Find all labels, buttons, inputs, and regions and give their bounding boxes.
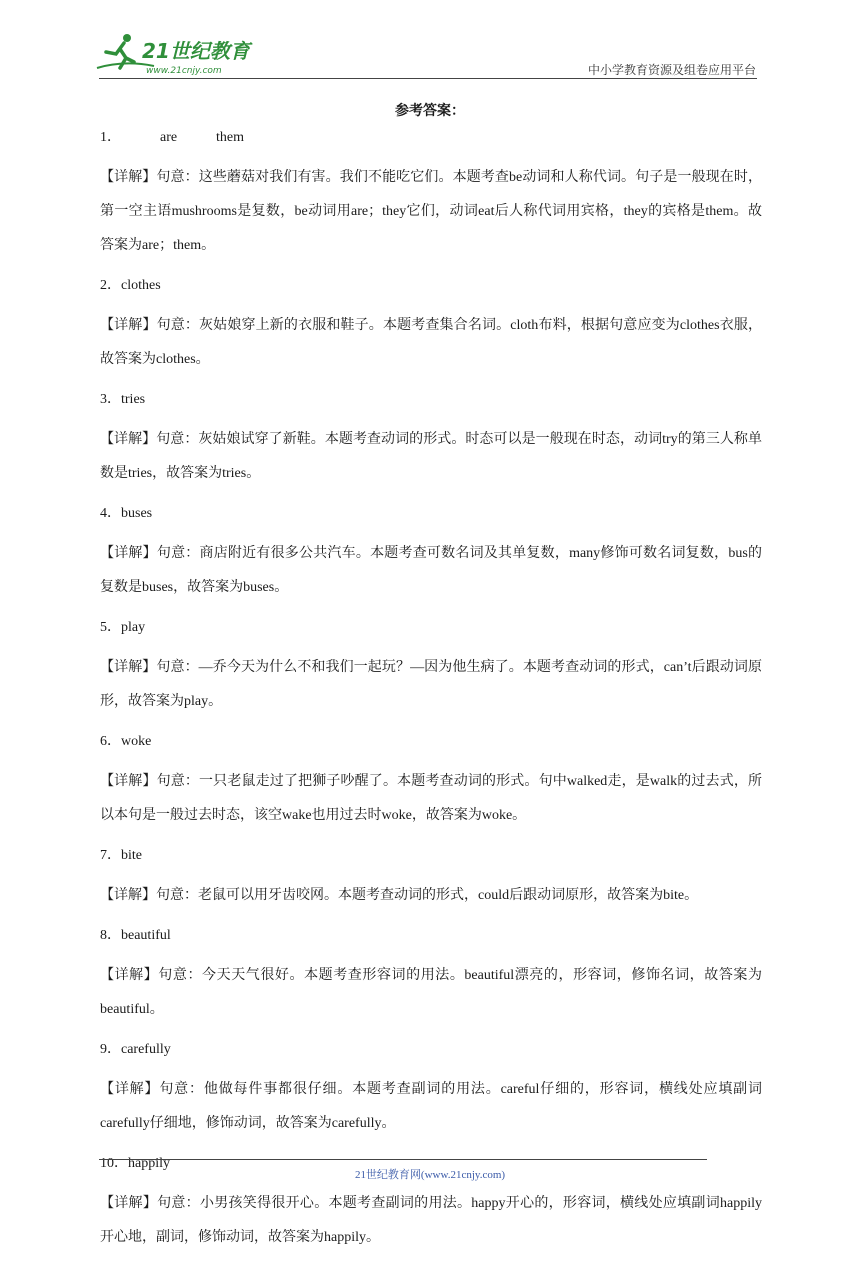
logo-21cnjy bbox=[94, 30, 264, 80]
answer-line: 10．happily bbox=[100, 1156, 170, 1171]
header-divider bbox=[99, 78, 757, 79]
svg-text:www.21cnjy.com: www.21cnjy.com bbox=[146, 66, 222, 76]
answer-line: 9．carefully bbox=[100, 1042, 171, 1057]
answer-detail: 【详解】句意：—乔今天为什么不和我们一起玩？—因为他生病了。本题考查动词的形式，can’t后跟动词原形，故答案为play。 bbox=[100, 660, 762, 709]
answer-detail: 【详解】句意：老鼠可以用牙齿咬网。本题考查动词的形式，could后跟动词原形，故答案为bite。 bbox=[100, 888, 699, 903]
answer-detail: 【详解】句意：灰姑娘试穿了新鞋。本题考查动词的形式。时态可以是一般现在时态，动词try的第三人称单数是tries，故答案为tries。 bbox=[100, 432, 762, 481]
answer-detail: 【详解】句意：小男孩笑得很开心。本题考查副词的用法。happy开心的，形容词，横线处应填副词happily开心地，副词，修饰动词，故答案为happily。 bbox=[100, 1196, 762, 1245]
answer-detail: 【详解】句意：一只老鼠走过了把狮子吵醒了。本题考查动词的形式。句中walked走，是walk的过去式，所以本句是一般过去时态，该空wake也用过去时woke，故答案为woke。 bbox=[100, 774, 762, 823]
page-title: 参考答案： bbox=[395, 103, 465, 119]
answer-line: 6．woke bbox=[100, 734, 152, 749]
answer-line: 7．bite bbox=[100, 848, 142, 863]
footer-divider bbox=[99, 1159, 707, 1160]
platform-name: 中小学教育资源及组卷应用平台 bbox=[587, 63, 756, 77]
answer-line: 5．play bbox=[100, 620, 146, 635]
answer-list bbox=[100, 127, 762, 1267]
answer-line: 1． are them bbox=[100, 130, 244, 145]
answer-detail: 【详解】句意：商店附近有很多公共汽车。本题考查可数名词及其单复数，many修饰可数名词复数，bus的复数是buses，故答案为buses。 bbox=[100, 546, 762, 595]
answer-line: 4．buses bbox=[100, 506, 153, 521]
answer-line: 2．clothes bbox=[100, 278, 161, 293]
svg-text:21世纪教育: 21世纪教育 bbox=[142, 39, 250, 63]
answer-detail: 【详解】句意：今天天气很好。本题考查形容词的用法。beautiful漂亮的，形容词，修饰名词，故答案为beautiful。 bbox=[100, 968, 762, 1017]
page-footer: 21世纪教育网(www.21cnjy.com) bbox=[354, 1169, 506, 1181]
answer-detail: 【详解】句意：他做每件事都很仔细。本题考查副词的用法。careful仔细的，形容词，横线处应填副词carefully仔细地，修饰动词，故答案为carefully。 bbox=[100, 1082, 762, 1131]
answer-detail: 【详解】句意：这些蘑菇对我们有害。我们不能吃它们。本题考查be动词和人称代词。句子是一般现在时，第一空主语mushrooms是复数，be动词用are；they它们，动词eat后人称代词用宾格，they的宾格是them。故答案为are；them。 bbox=[100, 170, 762, 253]
answer-detail: 【详解】句意：灰姑娘穿上新的衣服和鞋子。本题考查集合名词。cloth布料，根据句意应变为clothes衣服，故答案为clothes。 bbox=[100, 318, 762, 367]
answer-line: 8．beautiful bbox=[100, 928, 171, 943]
page-header bbox=[0, 0, 860, 90]
answer-line: 3．tries bbox=[100, 392, 146, 407]
